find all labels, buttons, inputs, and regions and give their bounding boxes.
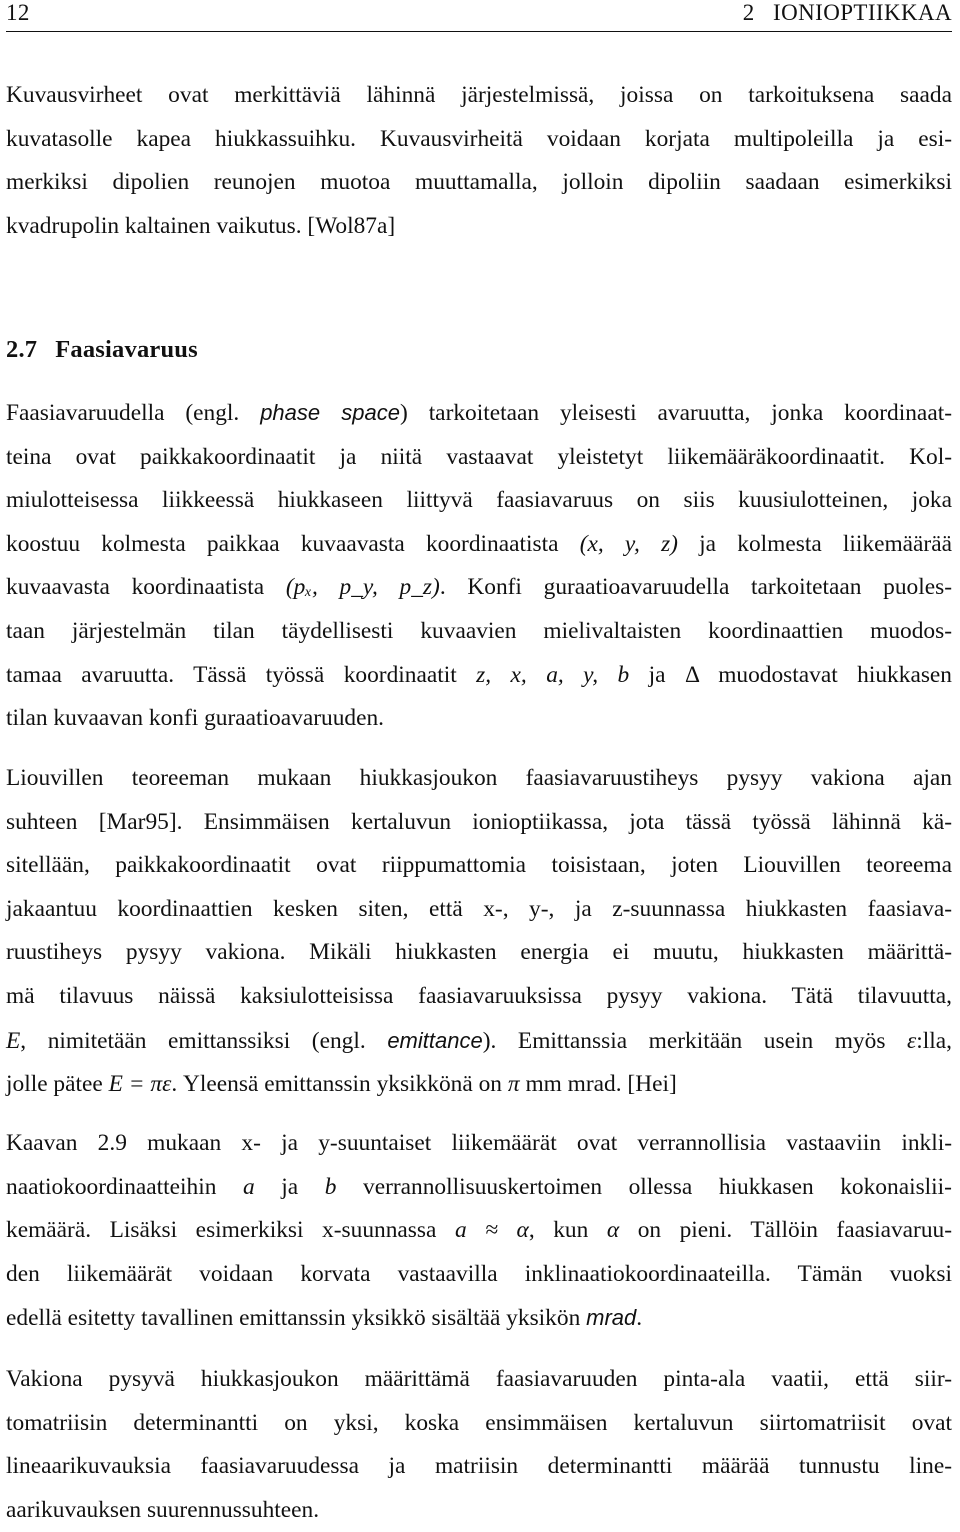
text-line: Faasiavaruudella (engl. phase space) tarkoitetaan yleisesti avaruutta, jonka koordinaat- (6, 400, 952, 426)
text-line: E, nimitetään emittanssiksi (engl. emittance). Emittanssia merkitään usein myös ε:lla, (6, 1027, 952, 1054)
text-line: jakaantuu koordinaattien kesken siten, että x-, y-, ja z-suunnassa hiukkasten faasiava- (6, 895, 952, 922)
text-line: tomatriisin determinantti on yksi, koska ensimmäisen kertaluvun siirtomatriisit ovat (6, 1409, 952, 1436)
text-line: suhteen [Mar95]. Ensimmäisen kertaluvun ionioptiikassa, jota tässä työssä lähinnä kä- (6, 808, 952, 835)
text-line: koostuu kolmesta paikkaa kuvaavasta koordinaatista (x, y, z) ja kolmesta liikemäärää (6, 530, 952, 557)
math-E: E (6, 1027, 21, 1054)
paragraph-phase-space (6, 391, 952, 741)
term-phase-space: phase space (260, 400, 400, 425)
section-title-text: Faasiavaruus (55, 336, 198, 363)
text-line: kvadrupolin kaltainen vaikutus. [Wol87a] (6, 212, 396, 239)
text-line: taan järjestelmän tilan täydellisesti kuvaavien mielivaltaisten koordinaattien muodos- (6, 617, 952, 644)
text-line: Liouvillen teoreeman mukaan hiukkasjoukon faasiavaruustiheys pysyy vakiona ajan (6, 765, 952, 791)
text-line: mä tilavuus näissä kaksiulotteisissa faasiavaruuksissa pysyy vakiona. Tätä tilavuutta, (6, 982, 952, 1009)
term-emittance: emittance (387, 1027, 483, 1053)
text-line: naatiokoordinaatteihin a ja b verrannollisuuskertoimen ollessa hiukkasen kokonaislii- (6, 1173, 952, 1200)
text-line: lineaarikuvauksia faasiavaruudessa ja matriisin determinantti määrää tunnustu line- (6, 1453, 952, 1480)
text-line: kuvaavasta koordinaatista (pₓ, p_y, p_z). Konfi guraatioavaruudella tarkoitetaan puoles- (6, 574, 952, 601)
text-line: Kaavan 2.9 mukaan x- ja y-suuntaiset liikemäärät ovat verrannollisia vastaaviin inkli- (6, 1130, 952, 1156)
section-heading (6, 336, 198, 364)
chapter-title: 2 IONIOPTIIKKAA (742, 0, 952, 25)
text-line: kemäärä. Lisäksi esimerkiksi x-suunnassa a ≈ α, kun α on pieni. Tällöin faasiavaruu- (6, 1217, 953, 1244)
text-line: miulotteisessa liikkeessä hiukkaseen liittyvä faasiavaruus on siis kuusiulotteinen, joka (6, 487, 952, 514)
text-line: tilan kuvaavan konfi guraatioavaruuden. (6, 705, 385, 732)
paragraph-determinant (6, 1358, 952, 1532)
text-line: teina ovat paikkakoordinaatit ja niitä vastaavat yleistetyt liikemääräkoordinaatit. Kol- (6, 443, 952, 470)
math-emittance-eq: E = πε (108, 1071, 172, 1098)
text-line: tamaa avaruutta. Tässä työssä koordinaatit z, x, a, y, b ja Δ muodostavat hiukkasen (6, 661, 953, 688)
text-line: Vakiona pysyvä hiukkasjoukon määrittämä faasiavaruuden pinta-ala vaatii, että siir- (6, 1366, 952, 1392)
page-number: 12 (6, 0, 30, 25)
header-rule (6, 31, 952, 32)
running-header (6, 0, 952, 32)
paragraph-aberrations (6, 74, 952, 248)
paragraph-liouville (6, 757, 952, 1107)
text-line: aarikuvauksen suurennussuhteen. (6, 1496, 320, 1523)
text-line: edellä esitetty tavallinen emittanssin yksikkö sisältää yksikön mrad. (6, 1305, 643, 1332)
text-line: jolle pätee E = πε. Yleensä emittanssin yksikkönä on π mm mrad. [Hei] (6, 1071, 677, 1098)
text-line: sitellään, paikkakoordinaatit ovat riippumattomia toisistaan, joten Liouvillen teoreema (6, 852, 952, 879)
math-config-vars: z, x, a, y, b (476, 661, 630, 688)
paragraph-inclination (6, 1122, 952, 1341)
section-number: 2.7 (6, 336, 38, 363)
text-line: kuvatasolle kapea hiukkassuihku. Kuvausvirheitä voidaan korjata multipoleilla ja esi- (6, 125, 952, 152)
math-position-coords: (x, y, z) (579, 530, 678, 557)
math-momentum-coords: (pₓ, p_y, p_z) (285, 574, 440, 601)
unit-mrad: mrad (586, 1305, 637, 1331)
text-line: ruustiheys pysyy vakiona. Mikäli hiukkasten energia ei muutu, hiukkasten määrittä- (6, 939, 952, 966)
text-line: merkiksi dipolien reunojen muotoa muuttamalla, jolloin dipoliin saadaan esimerkiksi (6, 169, 952, 196)
math-pi: π (507, 1071, 520, 1098)
math-epsilon: ε (907, 1027, 917, 1054)
text-line: Kuvausvirheet ovat merkittäviä lähinnä järjestelmissä, joissa on tarkoituksena saada (6, 82, 952, 108)
math-delta: Δ (685, 661, 699, 688)
text-line: den liikemäärät voidaan korvata vastaavilla inklinaatiokoordinaateilla. Tämän vuoksi (6, 1260, 952, 1287)
math-approx: a ≈ α (454, 1217, 529, 1244)
